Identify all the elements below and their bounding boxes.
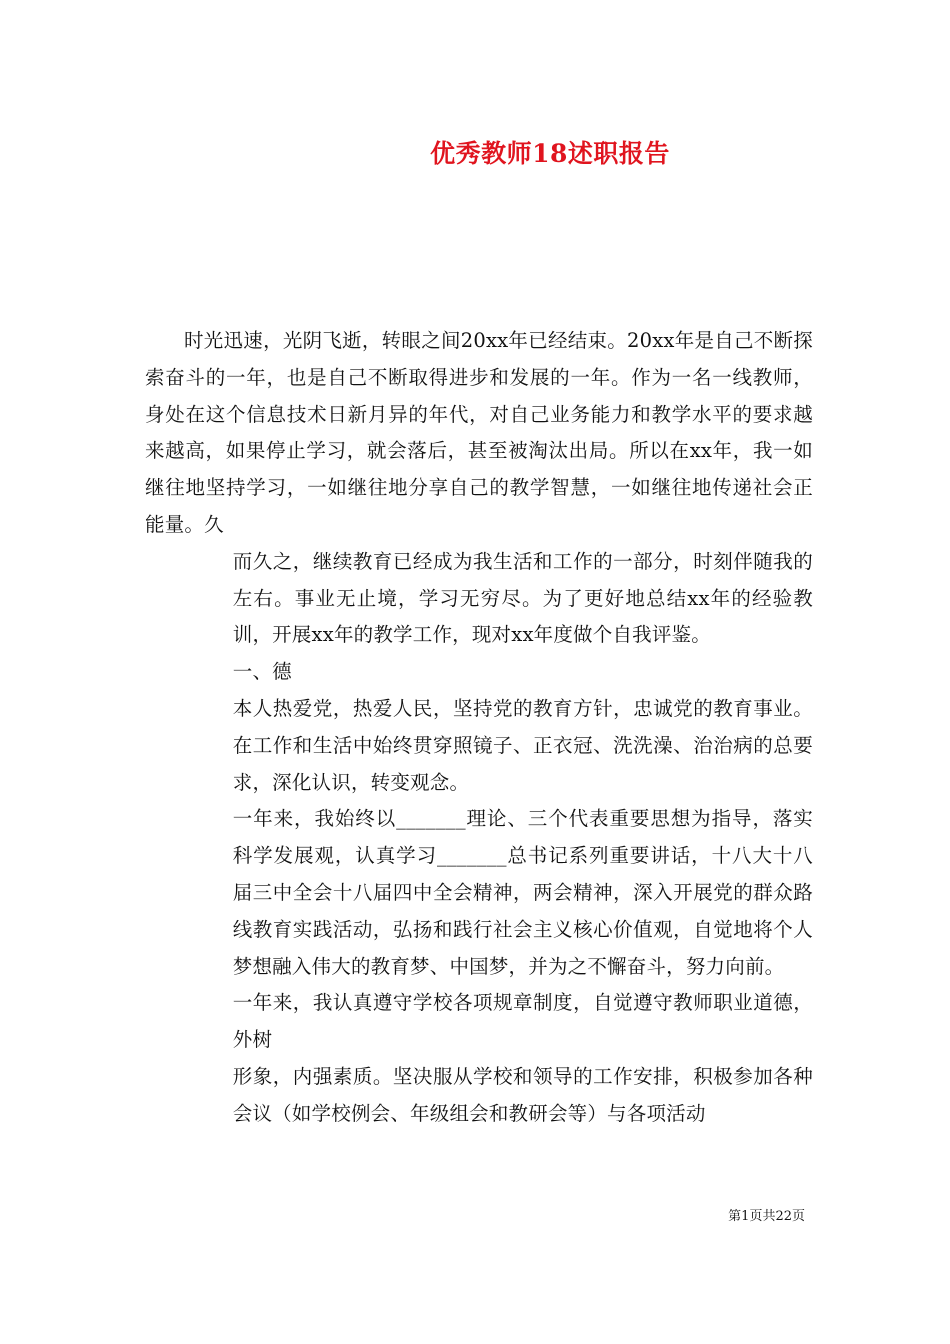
page-number: 第1页共22页 <box>728 1209 805 1224</box>
paragraph-continuing-education: 而久之，继续教育已经成为我生活和工作的一部分，时刻伴随我的左右。事业无止境，学习无穷尽。为了更好地总结xx年的经验教训，开展xx年的教学工作，现对xx年度做个自我评鉴。 <box>232 549 813 647</box>
paragraph-image-quality: 形象，内强素质。坚决服从学校和领导的工作安排，积极参加各种会议（如学校例会、年级组会和教研会等）与各项活动 <box>232 1064 813 1125</box>
section-heading-morality: 一、德 <box>232 660 292 684</box>
document-title: 优秀教师18述职报告 <box>430 139 670 168</box>
paragraph-love-party: 本人热爱党，热爱人民，坚持党的教育方针，忠诚党的教育事业。在工作和生活中始终贯穿照镜子、正衣冠、洗洗澡、治治病的总要求，深化认识，转变观念。 <box>232 696 813 794</box>
paragraph-rules: 一年来，我认真遵守学校各项规章制度，自觉遵守教师职业道德，外树 <box>232 991 813 1052</box>
paragraph-intro: 时光迅速，光阴飞逝，转眼之间20xx年已经结束。20xx年是自己不断探索奋斗的一年，也是自己不断取得进步和发展的一年。作为一名一线教师，身处在这个信息技术日新月异的年代，对自己业务能力和教学水平的要求越来越高，如果停止学习，就会落后，甚至被淘汰出局。所以在xx年，我一如继往地坚持学习，一如继往地分享自己的教学智慧，一如继往地传递社会正能量。久 <box>145 329 813 536</box>
document-body <box>145 323 813 1133</box>
paragraph-theory-study: 一年来，我始终以_______理论、三个代表重要思想为指导，落实科学发展观，认真学习_______总书记系列重要讲话，十八大十八届三中全会十八届四中全会精神，两会精神，深入开展党的群众路线教育实践活动，弘扬和践行社会主义核心价值观，自觉地将个人梦想融入伟大的教育梦、中国梦，并为之不懈奋斗，努力向前。 <box>232 807 813 978</box>
